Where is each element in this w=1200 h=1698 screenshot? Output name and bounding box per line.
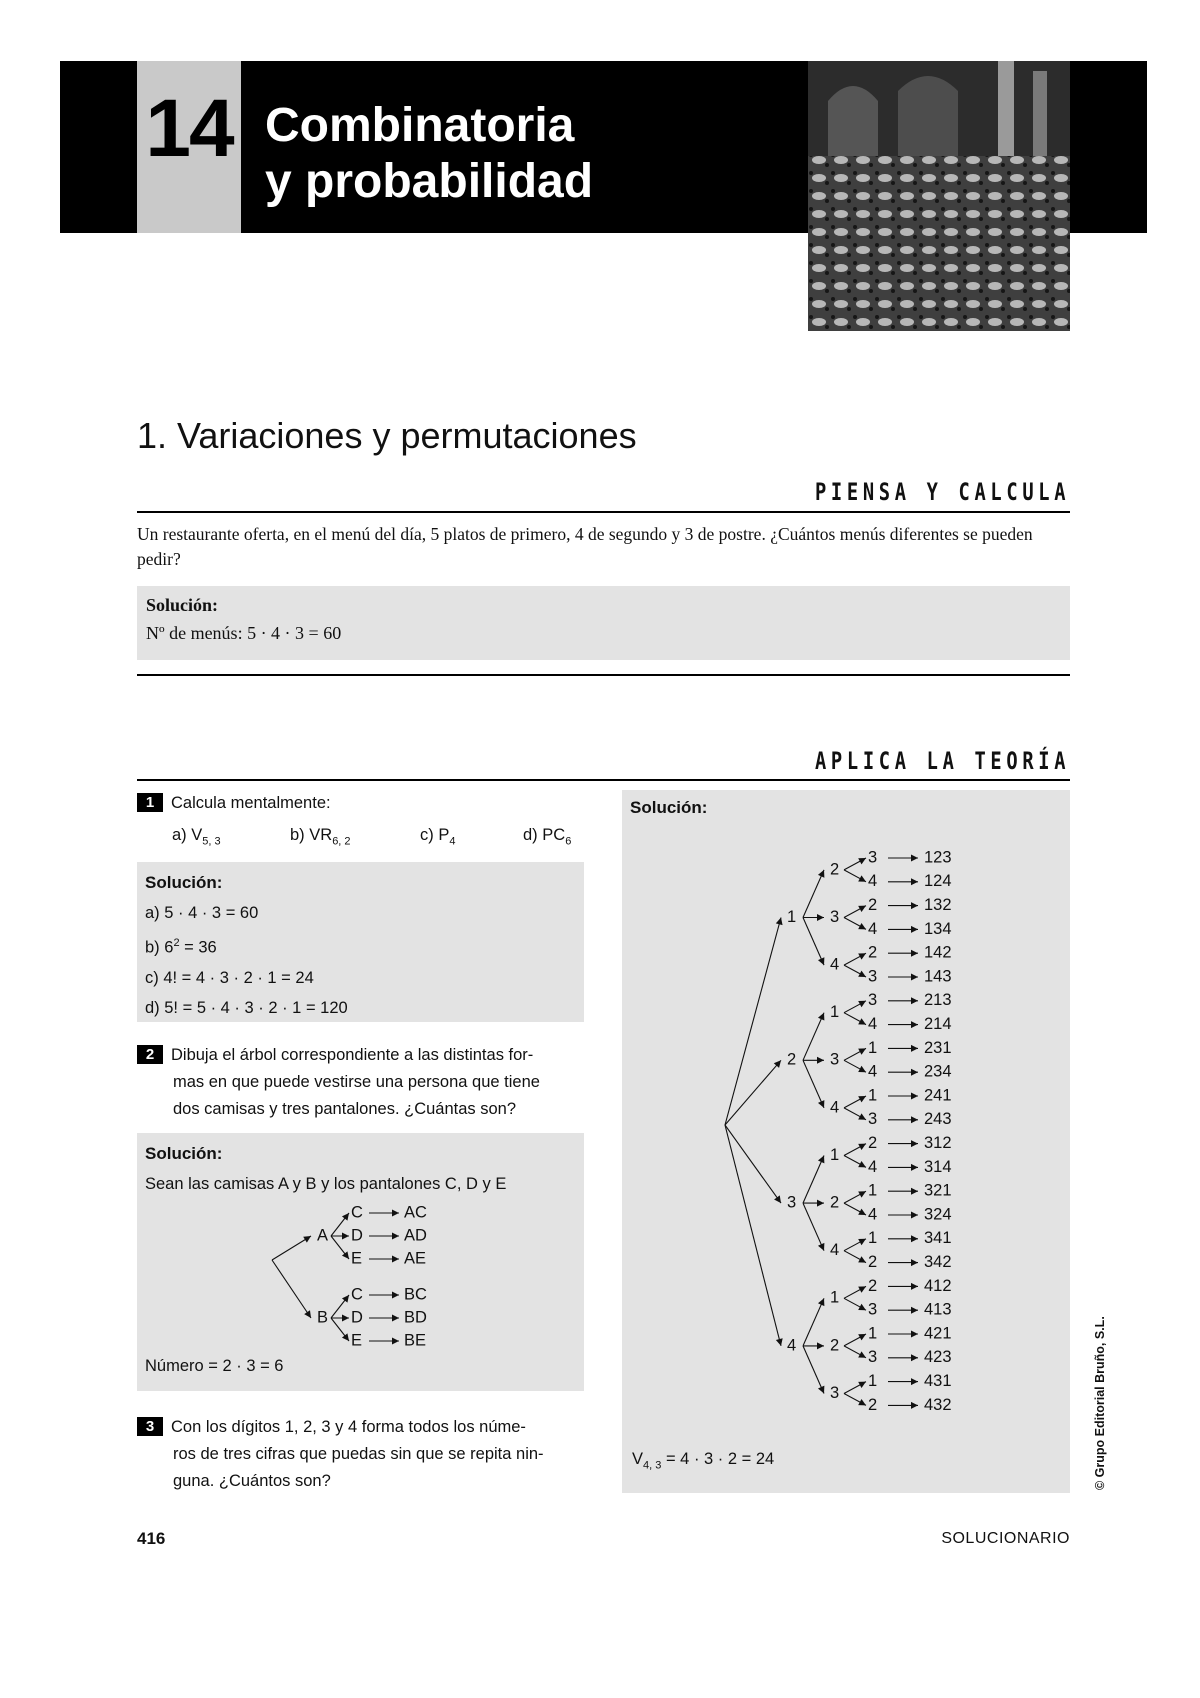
solution-total: Número = 2 · 3 = 6: [145, 1357, 284, 1375]
branch-arrow-head: [342, 1251, 349, 1259]
exercise-prompt-line-2: ros de tres cifras que puedas sin que se repita nin-: [173, 1445, 544, 1463]
branch-arrow: [803, 1346, 824, 1394]
second-digit-label: 2: [830, 1193, 840, 1212]
result-number: 142: [924, 943, 952, 962]
pants-label: D: [351, 1308, 363, 1327]
result-arrow-head: [911, 1235, 918, 1242]
solution-label: Solución:: [145, 873, 223, 892]
solution-label: Solución:: [146, 595, 219, 615]
third-digit-label: 4: [868, 1157, 878, 1176]
third-digit-label: 2: [868, 1276, 878, 1295]
first-digit-label: 2: [787, 1050, 797, 1069]
exercise-number: 2: [137, 1045, 163, 1064]
pants-label: D: [351, 1226, 363, 1245]
exercise-number: 1: [137, 793, 163, 812]
chapter-title-line-1: Combinatoria: [265, 99, 575, 152]
third-digit-label: 2: [868, 1133, 878, 1152]
result-number: 213: [924, 991, 952, 1010]
second-digit-label: 3: [830, 1050, 840, 1069]
result-number: 132: [924, 895, 952, 914]
branch-arrow-head: [303, 1236, 311, 1243]
result-number: 234: [924, 1062, 952, 1081]
branch-arrow-head: [342, 1233, 349, 1240]
restaurant-photo: [808, 61, 1070, 331]
solution-intro: Sean las camisas A y B y los pantalones C, D y E: [145, 1175, 507, 1193]
second-digit-label: 1: [830, 1145, 840, 1164]
exercise-2-solution-box: [137, 1133, 584, 1391]
result-label: BD: [404, 1308, 427, 1327]
branch-arrow-head: [817, 914, 824, 921]
result-arrow-head: [911, 950, 918, 957]
result-number: 143: [924, 967, 952, 986]
result-arrow-head: [911, 974, 918, 981]
solution-label: Solución:: [630, 798, 708, 817]
result-arrow-head: [392, 1315, 399, 1322]
branch-arrow-head: [304, 1310, 311, 1318]
third-digit-label: 2: [868, 1395, 878, 1414]
result-number: 314: [924, 1157, 952, 1176]
exercise-prompt-line-3: guna. ¿Cuántos son?: [173, 1472, 331, 1490]
result-arrow-head: [911, 1021, 918, 1028]
pants-label: C: [351, 1285, 363, 1304]
result-arrow-head: [911, 1283, 918, 1290]
third-digit-label: 4: [868, 1205, 878, 1224]
result-arrow-head: [911, 1307, 918, 1314]
result-arrow-head: [911, 1164, 918, 1171]
piensa-solution-box: [137, 586, 1070, 660]
chapter-number: 14: [145, 83, 233, 174]
branch-arrow-head: [342, 1333, 349, 1341]
second-digit-label: 2: [830, 1336, 840, 1355]
second-digit-label: 3: [830, 907, 840, 926]
third-digit-label: 1: [868, 1086, 878, 1105]
exercise-prompt-line-1: Con los dígitos 1, 2, 3 y 4 forma todos los núme-: [171, 1418, 526, 1436]
result-label: BC: [404, 1285, 427, 1304]
result-arrow-head: [392, 1338, 399, 1345]
result-number: 321: [924, 1181, 952, 1200]
branch-arrow-head: [817, 1057, 824, 1064]
result-label: AE: [404, 1249, 427, 1268]
exercise-3-solution-box: [622, 790, 1070, 1493]
result-arrow-head: [911, 1093, 918, 1100]
shirt-label: A: [317, 1226, 329, 1245]
aplica-la-teoria-heading: APLICA LA TEORÍA: [814, 747, 1070, 775]
option-a: a) $V_{5, 3}$: [172, 826, 221, 848]
result-number: 134: [924, 919, 952, 938]
third-digit-label: 3: [868, 967, 878, 986]
exercise-1-solution-box: [137, 862, 584, 1022]
option-d: d) $PC_6$: [523, 826, 572, 848]
first-digit-label: 1: [787, 907, 797, 926]
third-digit-label: 1: [868, 1371, 878, 1390]
exercise-prompt-line-3: dos camisas y tres pantalones. ¿Cuántas son?: [173, 1100, 517, 1118]
exercise-1: [137, 790, 584, 817]
third-digit-label: 3: [868, 1300, 878, 1319]
second-digit-label: 3: [830, 1383, 840, 1402]
result-number: 421: [924, 1324, 952, 1343]
second-digit-label: 4: [830, 955, 840, 974]
branch-arrow-head: [776, 1338, 783, 1346]
third-digit-label: 3: [868, 1348, 878, 1367]
third-digit-label: 1: [868, 1324, 878, 1343]
solution-label: Solución:: [145, 1144, 223, 1163]
third-digit-label: 2: [868, 1252, 878, 1271]
second-digit-label: 1: [830, 1003, 840, 1022]
branch-arrow: [272, 1260, 311, 1318]
solution-total: $V_{4, 3} = 4 \cdot 3 \cdot 2 = 24$: [632, 1450, 775, 1472]
result-arrow-head: [911, 1378, 918, 1385]
result-arrow-head: [392, 1292, 399, 1299]
result-arrow-head: [911, 1045, 918, 1052]
third-digit-label: 1: [868, 1038, 878, 1057]
exercise-3: [137, 1414, 584, 1495]
divider: [137, 779, 1070, 781]
exercise-prompt-line-1: Dibuja el árbol correspondiente a las distintas for-: [171, 1046, 534, 1064]
second-digit-label: 4: [830, 1241, 840, 1260]
result-arrow-head: [911, 926, 918, 933]
third-digit-label: 3: [868, 848, 878, 867]
result-arrow-head: [911, 1212, 918, 1219]
result-arrow-head: [911, 1140, 918, 1147]
result-arrow-head: [911, 1402, 918, 1409]
chapter-title: [265, 98, 593, 210]
branch-arrow-head: [817, 1200, 824, 1207]
result-number: 231: [924, 1038, 952, 1057]
result-number: 123: [924, 848, 952, 867]
exercise-number: 3: [137, 1417, 163, 1436]
page-number: 416: [137, 1529, 166, 1548]
third-digit-label: 4: [868, 1062, 878, 1081]
digits-tree-diagram: [622, 790, 1070, 1493]
pants-label: E: [351, 1249, 363, 1268]
branch-arrow: [803, 1156, 824, 1204]
branch-arrow: [803, 1298, 824, 1346]
second-digit-label: 4: [830, 1098, 840, 1117]
result-label: AD: [404, 1226, 427, 1245]
branch-arrow-head: [776, 918, 783, 926]
branch-arrow: [803, 870, 824, 918]
divider: [137, 674, 1070, 676]
option-b: b) $VR_{6, 2}$: [290, 826, 351, 848]
result-arrow-head: [911, 1331, 918, 1338]
second-digit-label: 1: [830, 1288, 840, 1307]
branch-arrow: [803, 1013, 824, 1061]
result-number: 312: [924, 1133, 952, 1152]
result-arrow-head: [911, 1069, 918, 1076]
result-number: 413: [924, 1300, 952, 1319]
solution-a: a) 5 · 4 · 3 = 60: [145, 904, 259, 922]
result-arrow-head: [911, 878, 918, 885]
result-number: 341: [924, 1229, 952, 1248]
third-digit-label: 1: [868, 1229, 878, 1248]
copyright-notice: © Grupo Editorial Bruño, S.L.: [1093, 1316, 1107, 1490]
branch-arrow-head: [817, 1342, 824, 1349]
result-label: AC: [404, 1203, 427, 1222]
exercise-2: [137, 1042, 584, 1123]
third-digit-label: 4: [868, 919, 878, 938]
result-number: 324: [924, 1205, 952, 1224]
branch-arrow: [803, 1060, 824, 1108]
branch-arrow-head: [342, 1213, 349, 1221]
result-number: 431: [924, 1371, 952, 1390]
branch-arrow: [725, 1125, 781, 1346]
result-number: 432: [924, 1395, 952, 1414]
result-number: 124: [924, 872, 952, 891]
branch-arrow: [803, 918, 824, 966]
result-number: 241: [924, 1086, 952, 1105]
pants-label: C: [351, 1203, 363, 1222]
solution-c: c) 4! = 4 · 3 · 2 · 1 = 24: [145, 968, 314, 987]
option-c: c) $P_4$: [420, 826, 456, 848]
second-digit-label: 2: [830, 860, 840, 879]
result-number: 423: [924, 1348, 952, 1367]
result-number: 214: [924, 1014, 952, 1033]
result-arrow-head: [911, 855, 918, 862]
result-arrow-head: [911, 1259, 918, 1266]
third-digit-label: 3: [868, 991, 878, 1010]
third-digit-label: 4: [868, 872, 878, 891]
solution-d: d) 5! = 5 · 4 · 3 · 2 · 1 = 120: [145, 998, 348, 1017]
divider: [137, 511, 1070, 513]
third-digit-label: 3: [868, 1110, 878, 1129]
section-title: 1. Variaciones y permutaciones: [137, 415, 637, 456]
branch-arrow: [725, 1125, 781, 1203]
first-digit-label: 4: [787, 1336, 797, 1355]
branch-arrow-head: [774, 1195, 781, 1203]
third-digit-label: 1: [868, 1181, 878, 1200]
result-label: BE: [404, 1331, 427, 1350]
branch-arrow: [803, 1203, 824, 1251]
third-digit-label: 4: [868, 1014, 878, 1033]
result-arrow-head: [911, 1354, 918, 1361]
result-number: 412: [924, 1276, 952, 1295]
result-number: 243: [924, 1110, 952, 1129]
solution-b: b) $6^2 = 36$: [145, 937, 217, 957]
chapter-title-line-2: y probabilidad: [265, 155, 594, 208]
third-digit-label: 2: [868, 943, 878, 962]
book-name: SOLUCIONARIO: [941, 1530, 1070, 1547]
result-arrow-head: [392, 1256, 399, 1263]
exercise-prompt-line-2: mas en que puede vestirse una persona que tiene: [173, 1073, 540, 1091]
piensa-question: Un restaurante oferta, en el menú del día, 5 platos de primero, 4 de segundo y 3 de postre. ¿Cuántos menús diferentes se pueden pedir?: [137, 524, 1033, 569]
branch-arrow-head: [342, 1295, 349, 1303]
third-digit-label: 2: [868, 895, 878, 914]
result-arrow-head: [911, 902, 918, 909]
branch-arrow: [725, 918, 781, 1126]
branch-arrow-head: [342, 1315, 349, 1322]
pants-label: E: [351, 1331, 363, 1350]
result-arrow-head: [911, 1116, 918, 1123]
result-arrow-head: [911, 1188, 918, 1195]
piensa-solution-text: Nº de menús: 5 · 4 · 3 = 60: [146, 623, 342, 643]
result-arrow-head: [392, 1233, 399, 1240]
exercise-prompt: Calcula mentalmente:: [171, 794, 331, 812]
shirt-label: B: [317, 1308, 329, 1327]
result-arrow-head: [911, 997, 918, 1004]
result-number: 342: [924, 1252, 952, 1271]
first-digit-label: 3: [787, 1193, 797, 1212]
piensa-y-calcula-heading: PIENSA Y CALCULA: [814, 478, 1070, 506]
result-arrow-head: [392, 1210, 399, 1217]
